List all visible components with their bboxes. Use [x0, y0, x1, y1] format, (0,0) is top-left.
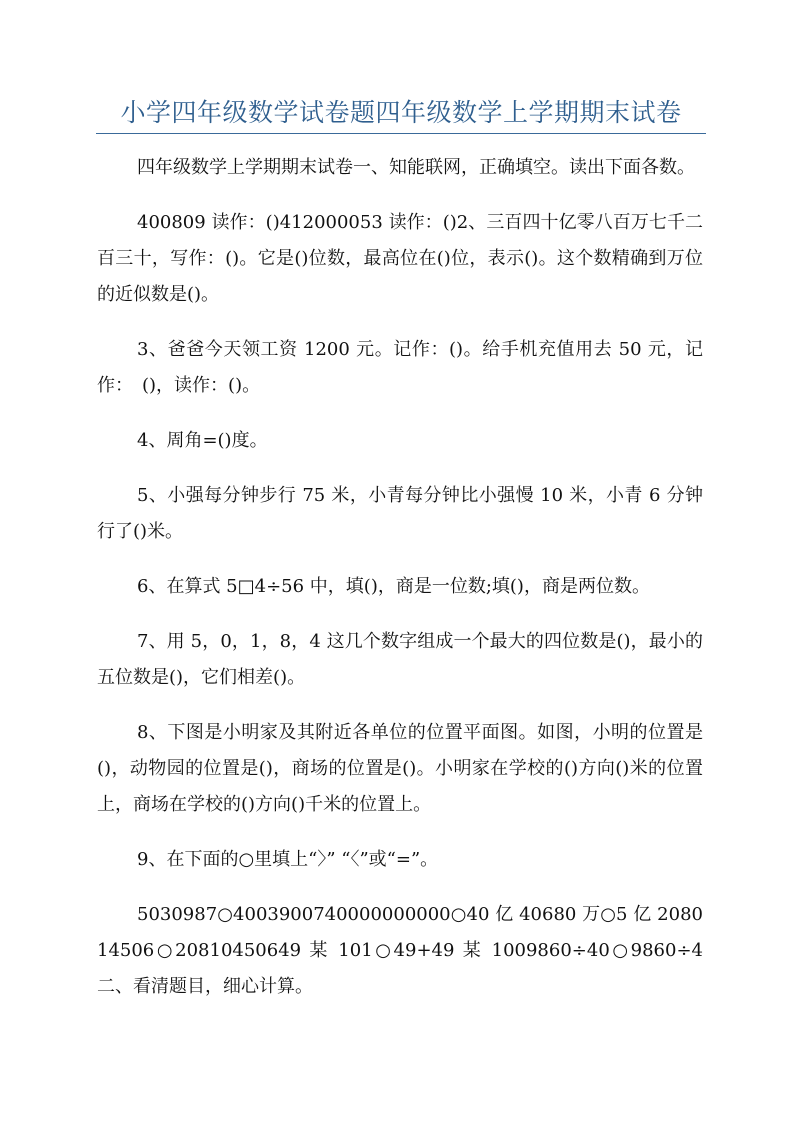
- paragraph-question-6: 6、在算式 5□4÷56 中，填()，商是一位数;填()，商是两位数。: [137, 576, 650, 597]
- document-title: 小学四年级数学试卷题四年级数学上学期期末试卷: [120, 98, 682, 127]
- paragraph-comparisons: 5030987○4003900740000000000○40 亿 40680 万○5 亿 208014506○20810450649 某 101○49+49 某 1009860÷40○9860÷4 二、看清题目，细心计算。: [97, 904, 703, 997]
- paragraph-intro: 四年级数学上学期期末试卷一、知能联网，正确填空。读出下面各数。: [137, 157, 695, 178]
- paragraph-question-9: 9、在下面的○里填上“〉” “〈”或“=”。: [137, 849, 439, 870]
- paragraph-question-7: 7、用 5，0，1，8，4 这几个数字组成一个最大的四位数是()，最小的五位数是()，它们相差()。: [97, 631, 703, 688]
- document-body: [97, 150, 703, 1024]
- paragraph-question-8: 8、下图是小明家及其附近各单位的位置平面图。如图，小明的位置是()，动物园的位置是()，商场的位置是()。小明家在学校的()方向()米的位置上，商场在学校的()方向()千米的位置上。: [97, 722, 703, 815]
- title-underline: [96, 133, 706, 134]
- paragraph-question-5: 5、小强每分钟步行 75 米，小青每分钟比小强慢 10 米，小青 6 分钟行了()米。: [97, 485, 703, 542]
- paragraph-question-2: 400809 读作：()412000053 读作：()2、三百四十亿零八百万七千二百三十，写作：()。它是()位数，最高位在()位，表示()。这个数精确到万位的近似数是()。: [97, 212, 703, 305]
- paragraph-question-3: 3、爸爸今天领工资 1200 元。记作：()。给手机充值用去 50 元，记作： ()，读作：()。: [97, 339, 703, 396]
- paragraph-question-4: 4、周角=()度。: [137, 430, 268, 451]
